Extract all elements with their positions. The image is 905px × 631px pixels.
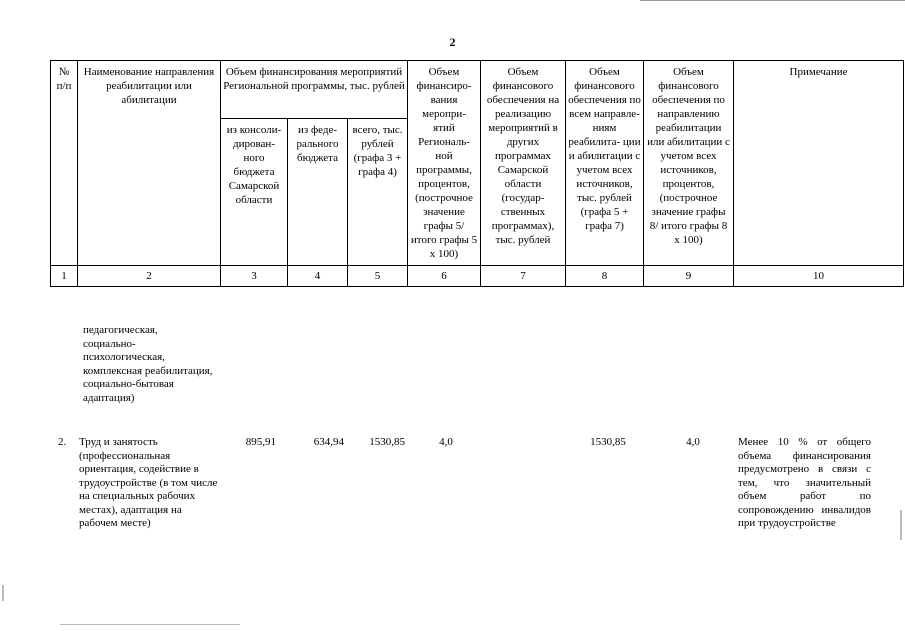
column-number: 8	[566, 266, 644, 287]
note-text: Менее 10 % от общего объема финансирования предусмотрено в связи с тем, что значительный объем работ по сопровождению инвалидов при трудоустройстве	[738, 436, 871, 529]
column-number-row	[51, 266, 904, 287]
header-col3: из консоли- дирован- ного бюджета Самарской области	[221, 119, 288, 266]
column-number: 6	[408, 266, 481, 287]
column-number: 1	[51, 266, 78, 287]
financing-table	[50, 60, 904, 287]
all-sources-percent-value: 4,0	[686, 436, 700, 448]
all-sources-total-value: 1530,85	[590, 436, 626, 448]
header-col6: Объем финансиро- вания меропри- ятий Региональ- ной программы, процентов, (построчное значение графы 5/ итого графы 5 x 100)	[408, 61, 481, 266]
header-col10: Примечание	[734, 61, 904, 266]
page-number: 2	[449, 35, 456, 49]
row-number: 2.	[58, 436, 67, 448]
federal-budget-value: 634,94	[313, 436, 344, 448]
scan-artifact	[900, 510, 902, 540]
header-col9: Объем финансового обеспечения по направлению реабилитации или абилитации с учетом всех источников, процентов, (построчное значение графы 8/ итого графы 8 x 100)	[644, 61, 734, 266]
scan-artifact	[2, 585, 4, 601]
table-row	[50, 436, 903, 566]
header-col1: № п/п	[51, 61, 78, 266]
scan-artifact	[60, 624, 240, 625]
column-number: 7	[481, 266, 566, 287]
header-col2: Наименование направления реабилитации или абилитации	[78, 61, 221, 266]
header-col5: всего, тыс. рублей (графа 3 + графа 4)	[348, 119, 408, 266]
header-group-3-5: Объем финансирования мероприятий Региональной программы, тыс. рублей	[221, 61, 408, 119]
program-percent-value: 4,0	[439, 436, 453, 448]
direction-name: Труд и занятость (профессиональная ориентация, содействие в трудоустройстве (в том числе на специальных рабочих местах), адаптация на рабочем месте)	[79, 436, 218, 529]
column-number: 4	[288, 266, 348, 287]
header-col4: из феде- рального бюджета	[288, 119, 348, 266]
column-number: 3	[221, 266, 288, 287]
column-number: 10	[734, 266, 904, 287]
scan-edge-line	[640, 0, 905, 1]
total-value: 1530,85	[369, 436, 405, 448]
column-number: 9	[644, 266, 734, 287]
header-col8: Объем финансового обеспечения по всем направле- ниям реабилита- ции и абилитации с учетом всех источников, тыс. рублей (графа 5 + графа 7)	[566, 61, 644, 266]
column-number: 2	[78, 266, 221, 287]
header-col7: Объем финансового обеспечения на реализацию мероприятий в других программах Самарской области (государ- ственных программах), тыс. рублей	[481, 61, 566, 266]
row1-name-continuation: педагогическая, социально- психологическая, комплексная реабилитация, социально-бытовая адаптация)	[83, 324, 213, 404]
column-number: 5	[348, 266, 408, 287]
regional-budget-value: 895,91	[245, 436, 276, 448]
